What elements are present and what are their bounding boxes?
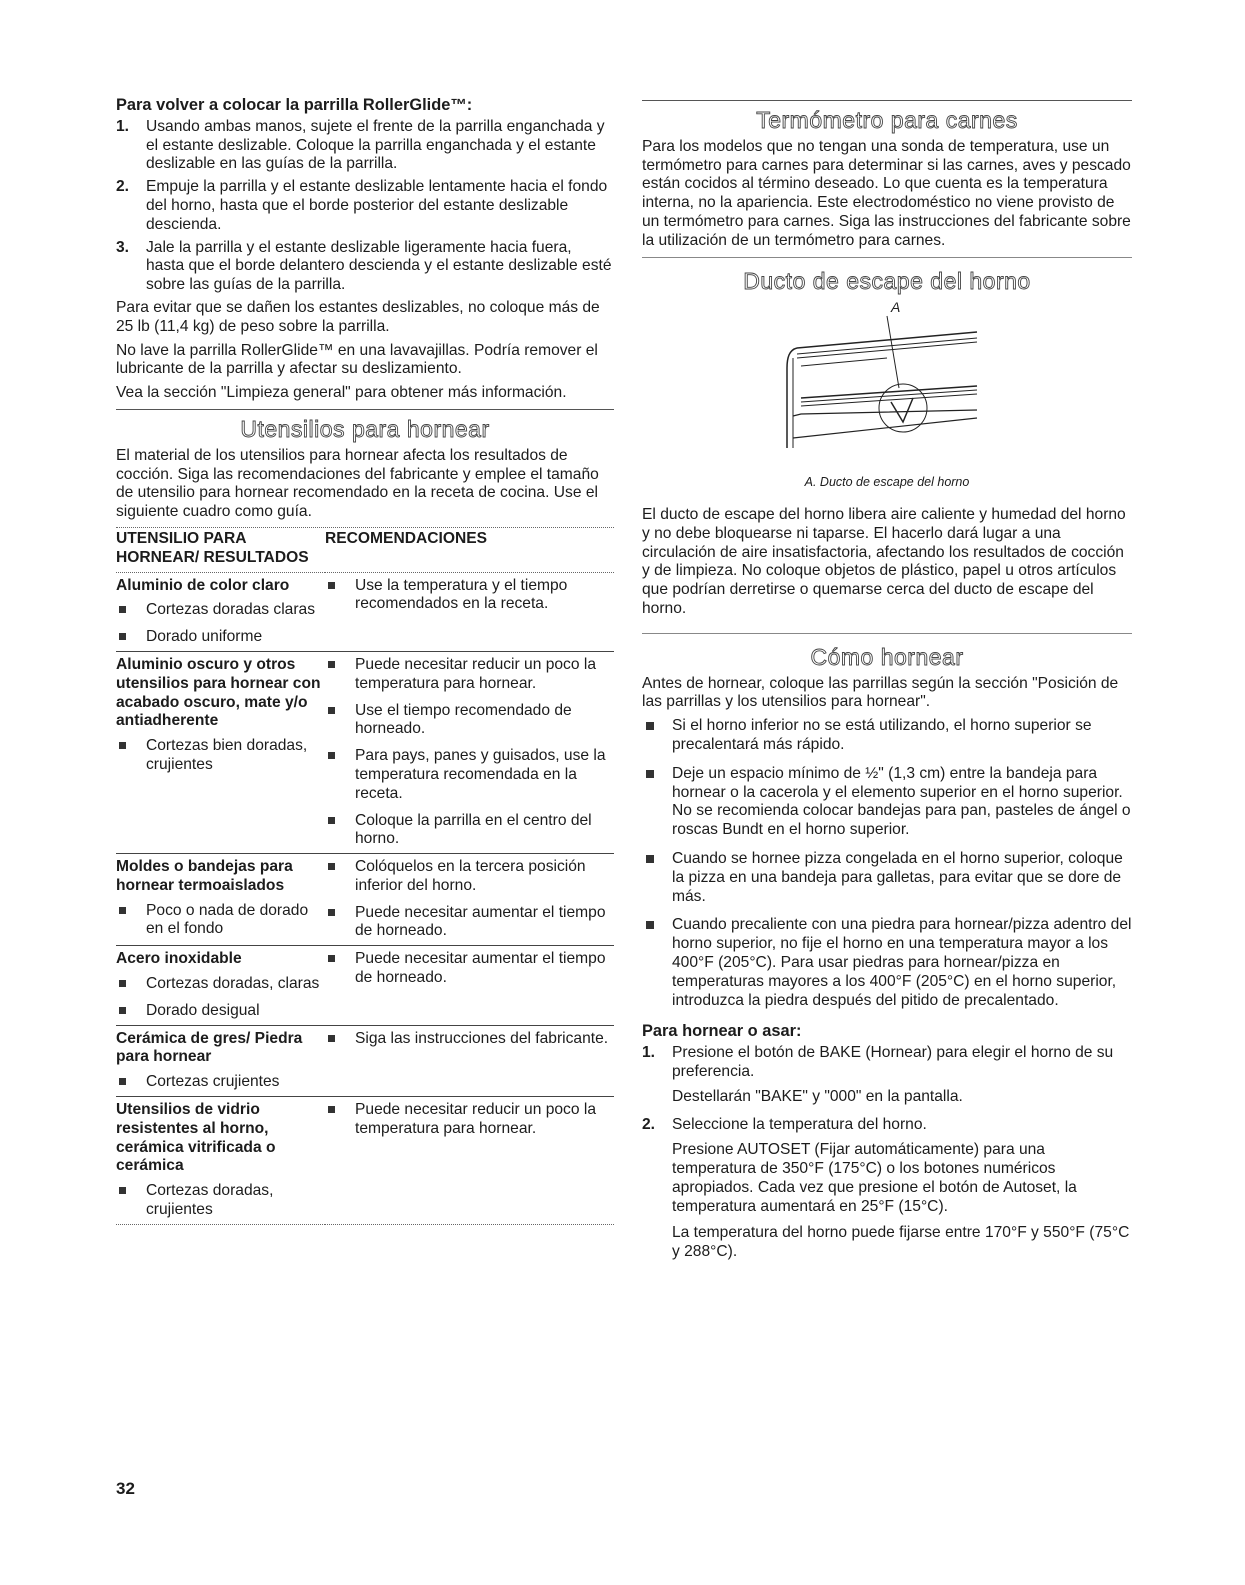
bullet-icon [119,606,126,613]
vent-label-a: A [891,299,901,316]
cleaning-reference: Vea la sección "Limpieza general" para obtener más información. [116,384,567,402]
bake-step: 1. Presione el botón de BAKE (Hornear) para elegir el horno de su preferencia. Destellarán "BAKE" y "000" en la pantalla. [642,1044,1132,1106]
bullet-icon [646,722,654,730]
bullet-icon [119,1007,126,1014]
leader-line [887,316,899,388]
thermometer-title: Termómetro para carnes [756,107,1018,133]
table-row [116,854,614,946]
baking-title: Cómo hornear [810,643,964,670]
rollerglide-step: 3. Jale la parrilla y el estante deslizable ligeramente hacia fuera, hasta que el borde delantero descienda y el estante deslizable esté sobre las guías de la parrilla. [116,238,612,294]
bullet-icon [328,752,335,759]
step-note: La temperatura del horno puede fijarse entre 170°F y 550°F (75°C y 288°C). [672,1224,1130,1261]
page-number: 32 [116,1479,135,1498]
recommendation-item: Puede necesitar aumentar el tiempo de horneado. [325,904,614,942]
rollerglide-step: 1. Usando ambas manos, sujete el frente de la parrilla enganchada y el estante deslizable. Coloque la parrilla enganchada y el estante deslizable en las guías de la parrilla. [116,117,605,173]
table-header-row [116,528,614,572]
bullet-icon [646,921,654,929]
baking-tip: Deje un espacio mínimo de ½" (1,3 cm) entre la bandeja para hornear o la cacerola y el elemento superior en el horno superior. No se recomienda colocar bandejas para pan, pasteles de ángel o roscas Bundt en el horno superior. [642,765,1132,840]
recommendation-item: Puede necesitar aumentar el tiempo de horneado. [325,950,614,988]
bakeware-intro: El material de los utensilios para hornear afecta los resultados de cocción. Siga las recomendaciones del fabricante y emplee el tamaño de utensilio para hornear recomendado en la receta de cocina. Use el siguiente cuadro como guía. [116,446,599,521]
result-item: Dorado desigual [116,1002,321,1021]
step-note: Destellarán "BAKE" y "000" en la pantalla. [672,1087,963,1105]
panel-edge [787,348,797,448]
bakeware-name: Acero inoxidable [116,950,242,968]
baking-intro: Antes de hornear, coloque las parrillas según la sección "Posición de las parrillas y los utensilios para hornear". [642,674,1119,711]
bullet-icon [646,855,654,863]
step-note: Presione AUTOSET (Fijar automáticamente) para una temperatura de 350°F (175°C) o los botones numéricos apropiados. Cada vez que presione el botón de Autoset, la temperatura aumentará en 25°F (15°C). [672,1141,1077,1215]
baking-tip: Cuando se hornee pizza congelada en el horno superior, coloque la pizza en una bandeja para galletas, para evitar que se dore de más. [642,850,1132,906]
thermometer-text: Para los modelos que no tengan una sonda de temperatura, use un termómetro para carnes para determinar si las carnes, aves y pescado están cocidos al término deseado. Lo que cuenta es la temperatura interna, no la apariencia. Este electrodoméstico no viene provisto de un termómetro para carnes. Siga las instrucciones del fabricante sobre la utilización de un termómetro para carnes. [642,137,1131,249]
bakeware-table [116,528,614,1225]
recommendation-item: Coloque la parrilla en el centro del horno. [325,812,614,850]
bake-roast-heading: Para hornear o asar: [642,1022,802,1041]
arrow-icon [891,398,913,422]
oven-vent-illustration [767,298,1007,463]
bullet-icon [328,909,335,916]
vent-diagram [642,298,1132,469]
recommendation-item: Colóquelos en la tercera posición inferior del horno. [325,858,614,896]
result-item: Cortezas doradas, crujientes [116,1182,321,1220]
section-divider [116,409,614,410]
vent-caption: A. Ducto de escape del horno [804,475,970,490]
bullet-icon [119,742,126,749]
recommendation-item: Siga las instrucciones del fabricante. [325,1030,614,1049]
bullet-icon [328,1035,335,1042]
bullet-icon [119,907,126,914]
recommendation-item: Puede necesitar reducir un poco la temperatura para hornear. [325,1101,614,1139]
section-divider [642,257,1132,258]
baking-tip: Cuando precaliente con una piedra para hornear/pizza adentro del horno superior, no fije el horno en una temperatura mayor a los 400°F (205°C). Para usar piedras para hornear/pizza en temperaturas mayores a los 400°F (205°C) en el horno superior, introduzca la piedra después del pitido de precalentado. [642,916,1132,1010]
right-column [642,96,1132,1266]
bullet-icon [119,1078,126,1085]
bakeware-title: Utensilios para hornear [240,415,490,442]
table-row [116,1097,614,1225]
recommendation-item: Para pays, panes y guisados, use la temperatura recomendada en la receta. [325,747,614,803]
bake-steps [642,1044,1132,1262]
weight-warning: Para evitar que se dañen los estantes deslizables, no coloque más de 25 lb (11,4 kg) de peso sobre la parrilla. [116,298,600,335]
col-header-bakeware: UTENSILIO PARA HORNEAR/ RESULTADOS [116,528,325,572]
section-divider [642,100,1132,101]
vent-bottom-line [793,418,977,438]
result-item: Cortezas doradas, claras [116,975,321,994]
bullet-icon [328,863,335,870]
bake-step: 2. Seleccione la temperatura del horno. Presione AUTOSET (Fijar automáticamente) para una temperatura de 350°F (175°C) o los botones numéricos apropiados. Cada vez que presione el botón de Autoset, la temperatura aumentará en 25°F (15°C). La temperatura del horno puede fijarse entre 170°F y 550°F (75°C y 288°C). [642,1116,1132,1262]
bullet-icon [119,633,126,640]
table-row [116,1025,614,1096]
bullet-icon [328,817,335,824]
bullet-icon [328,1106,335,1113]
vent-base-line [793,410,977,416]
result-item: Poco o nada de dorado en el fondo [116,902,321,940]
result-item: Dorado uniforme [116,628,321,647]
bullet-icon [646,770,654,778]
result-item: Cortezas crujientes [116,1073,321,1092]
bullet-icon [328,707,335,714]
table-row [116,946,614,1025]
section-divider [642,633,1132,634]
rollerglide-step: 2. Empuje la parrilla y el estante deslizable lentamente hacia el fondo del horno, hasta que el borde posterior del estante deslizable descienda. [116,178,608,233]
rollerglide-steps [116,118,614,295]
left-column [116,96,614,1225]
vent-title: Ducto de escape del horno [743,267,1031,294]
bullet-icon [119,1187,126,1194]
recommendation-item: Use la temperatura y el tiempo recomendados en la receta. [325,577,614,615]
bakeware-name: Utensilios de vidrio resistentes al horno, cerámica vitrificada o cerámica [116,1101,276,1175]
col-header-recommendations: RECOMENDACIONES [325,528,614,572]
dishwasher-warning: No lave la parrilla RollerGlide™ en una lavavajillas. Podría remover el lubricante de la parrilla y afectar su deslizamiento. [116,341,598,378]
table-row [116,572,614,651]
bullet-icon [119,980,126,987]
vent-line [801,358,887,366]
table-row [116,651,614,853]
bullet-icon [328,582,335,589]
bakeware-name: Cerámica de gres/ Piedra para hornear [116,1029,303,1066]
baking-tip: Si el horno inferior no se está utilizando, el horno superior se precalentará más rápido. [642,717,1132,755]
bakeware-name: Aluminio oscuro y otros utensilios para hornear con acabado oscuro, mate y/o antiadherente [116,655,321,730]
bullet-icon [328,661,335,668]
result-item: Cortezas doradas claras [116,601,321,620]
bakeware-name: Aluminio de color claro [116,576,290,594]
vent-text: El ducto de escape del horno libera aire caliente y humedad del horno y no debe bloquearse ni taparse. El hacerlo dará lugar a una circulación de aire insatisfactoria, afectando los resultados de cocción y de limpieza. No coloque objetos de plástico, papel u otros artículos que podrían derretirse o quemarse cerca del ducto de escape del horno. [642,505,1126,617]
result-item: Cortezas bien doradas, crujientes [116,737,321,775]
recommendation-item: Puede necesitar reducir un poco la temperatura para hornear. [325,656,614,694]
recommendation-item: Use el tiempo recomendado de horneado. [325,702,614,740]
rollerglide-heading: Para volver a colocar la parrilla RollerGlide™: [116,96,473,114]
bullet-icon [328,955,335,962]
vent-line [797,342,977,358]
bakeware-name: Moldes o bandejas para hornear termoaislados [116,858,293,894]
